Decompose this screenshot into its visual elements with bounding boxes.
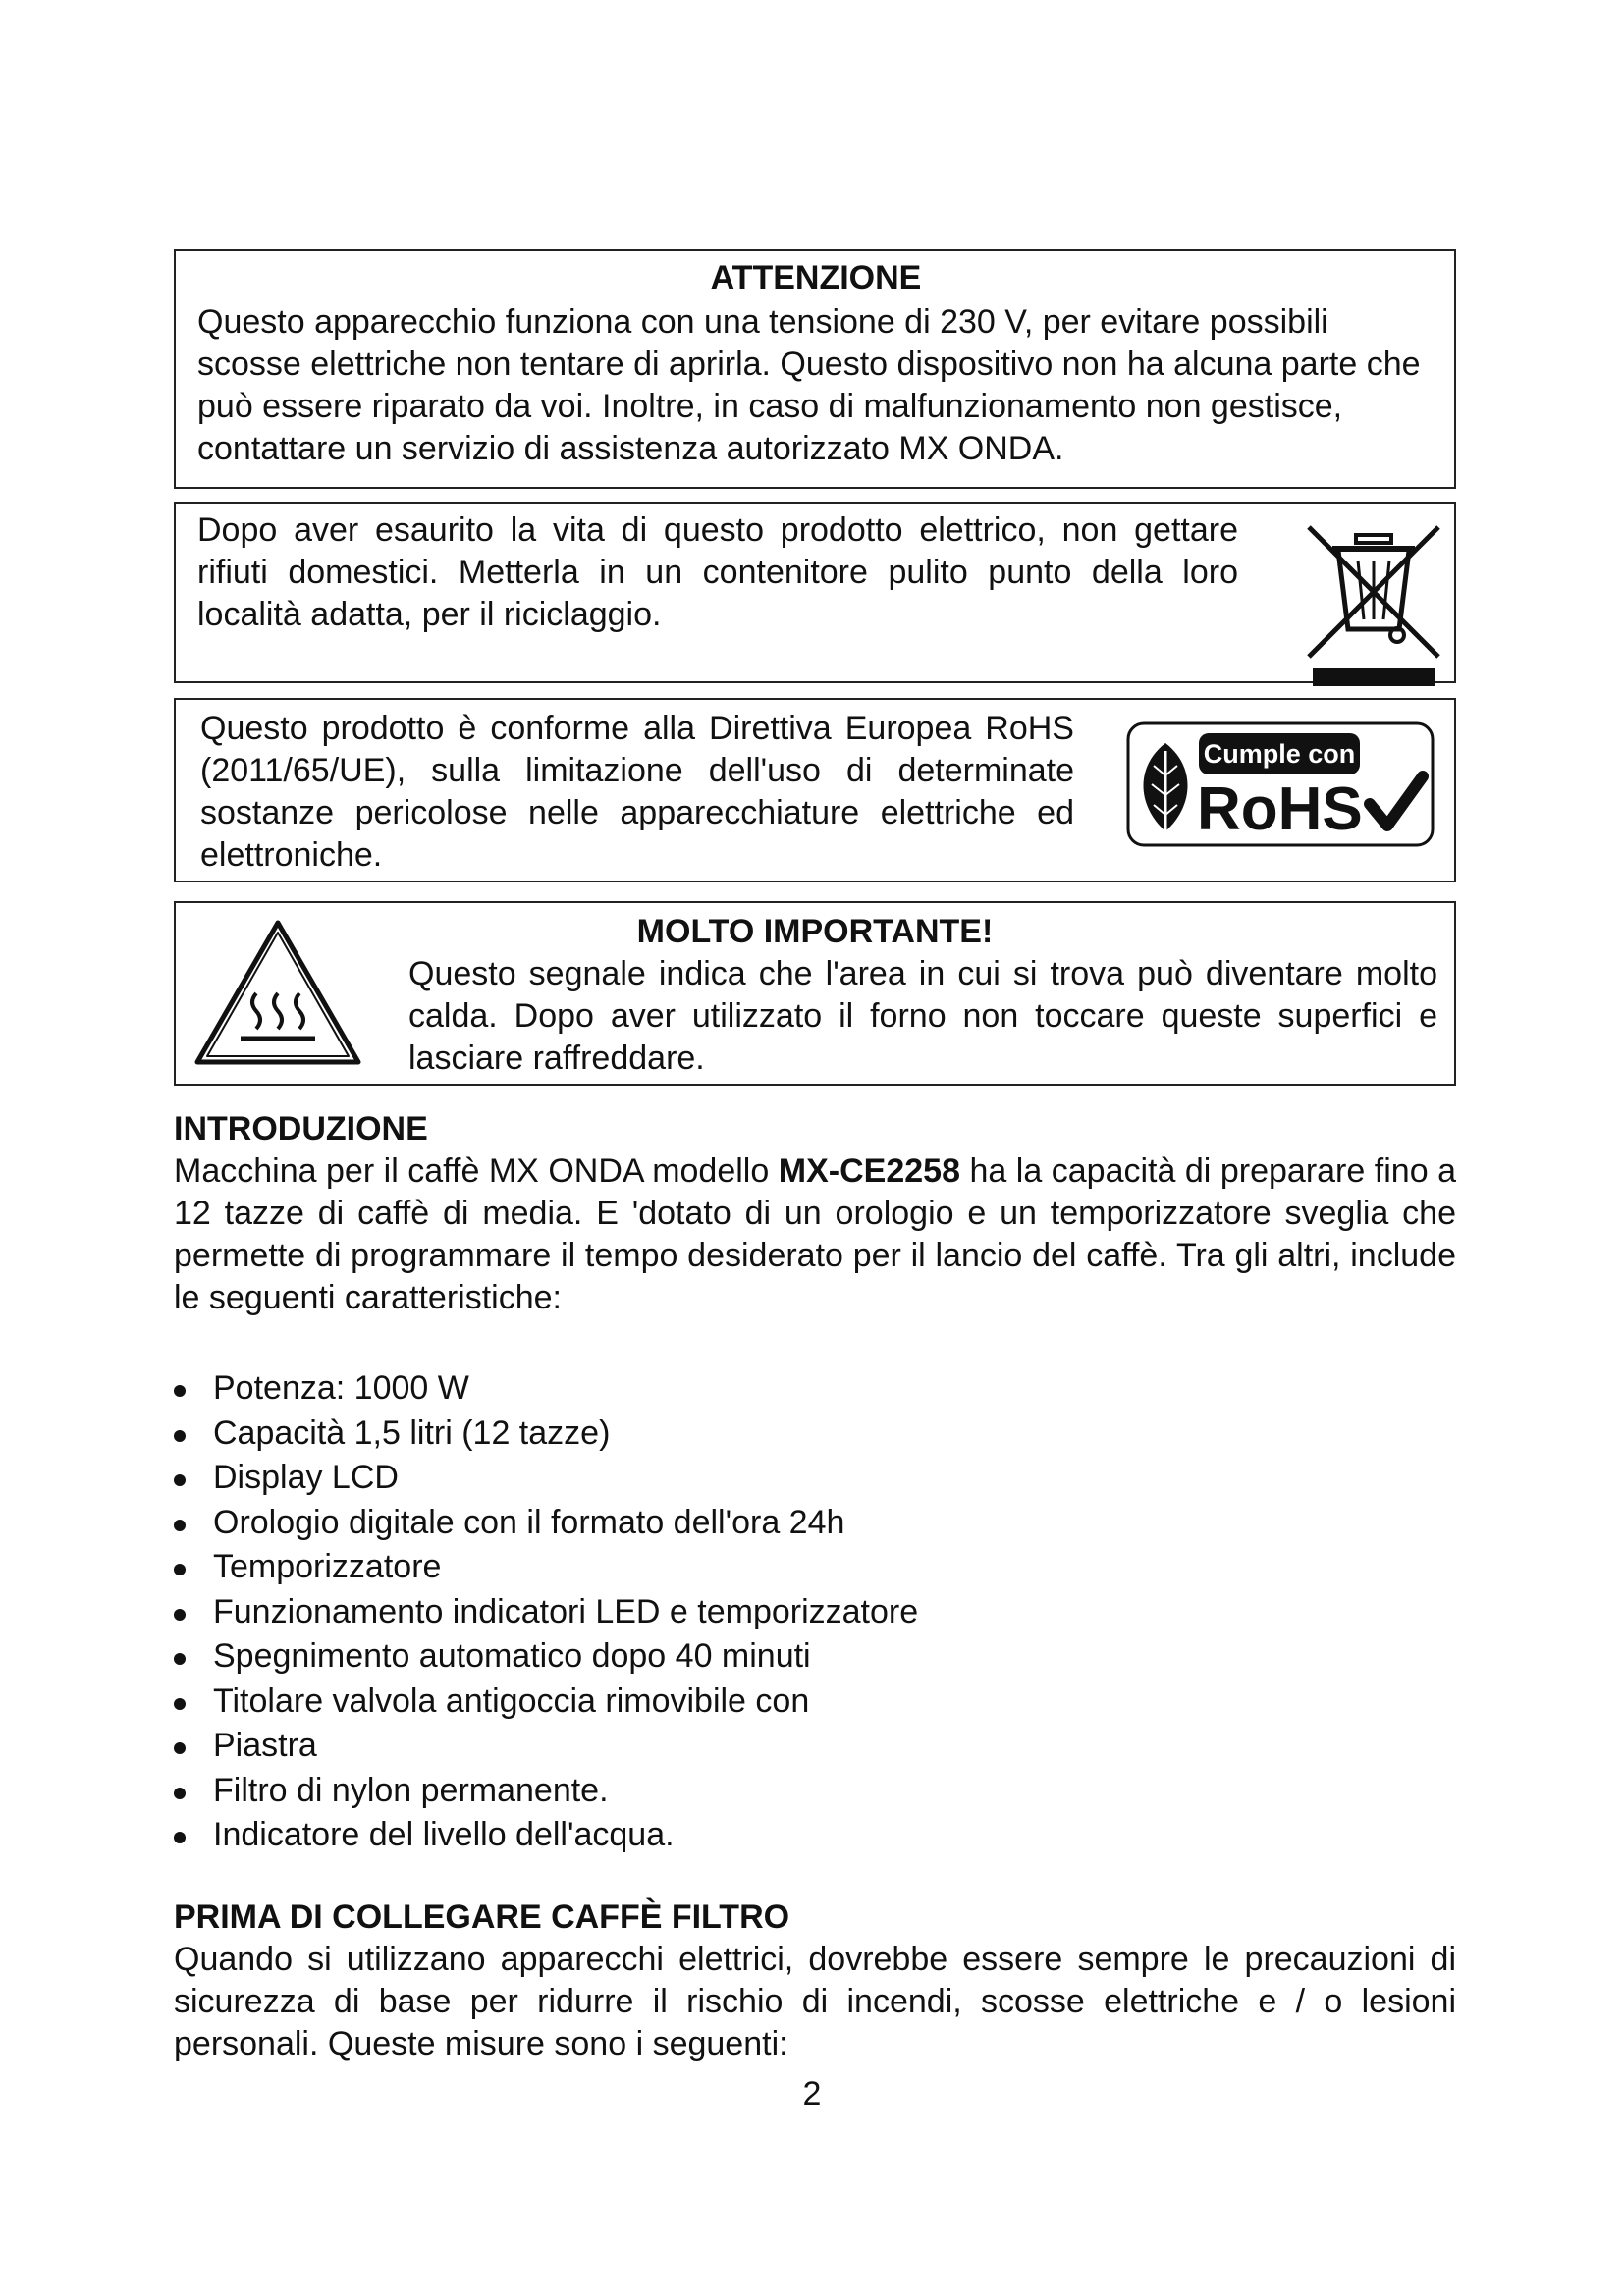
importante-title: MOLTO IMPORTANTE! [636,913,994,950]
intro-body-part2: ha la capacità di preparare fino a 12 tazze di caffè di media. E 'dotato di un orologio e un temporizzatore sveglia che permette di programmare il tempo desiderato per il lancio del caffè. Tra gli altri, include le seguenti caratteristiche: [174,1152,1457,1316]
weee-box [174,502,1456,683]
list-item: Titolare valvola antigoccia rimovibile con [174,1680,1456,1725]
attenzione-body: Questo apparecchio funziona con una tensione di 230 V, per evitare possibili scosse elettriche non tentare di aprirla. Questo dispositivo non ha alcuna parte che può essere riparato da voi. Inoltre, in caso di malfunzionamento non gestisce, contattare un servizio di assistenza autorizzato MX ONDA. [197,303,1421,467]
list-item: Temporizzatore [174,1545,1456,1590]
importante-box [174,901,1456,1086]
attenzione-title: ATTENZIONE [710,259,922,296]
list-item: Funzionamento indicatori LED e temporizzatore [174,1590,1456,1635]
attenzione-box [174,249,1456,489]
intro-body-part1: Macchina per il caffè MX ONDA modello [174,1152,779,1190]
prima-heading: PRIMA DI COLLEGARE CAFFÈ FILTRO [174,1898,790,1936]
intro-body [174,1150,1456,1319]
list-item: Indicatore del livello dell'acqua. [174,1813,1456,1858]
list-item: Orologio digitale con il formato dell'ora 24h [174,1501,1456,1546]
list-item: Spegnimento automatico dopo 40 minuti [174,1634,1456,1680]
features-list [174,1366,1456,1858]
list-item: Potenza: 1000 W [174,1366,1456,1412]
rohs-logo-badge-text: Cumple con [1203,739,1356,769]
weee-body: Dopo aver esaurito la vita di questo prodotto elettrico, non gettare rifiuti domestici. Metterla in un contenitore pulito punto della loro località adatta, per il riciclaggio. [197,511,1238,633]
list-item: Piastra [174,1724,1456,1769]
intro-heading: INTRODUZIONE [174,1110,428,1148]
list-item: Display LCD [174,1456,1456,1501]
list-item: Filtro di nylon permanente. [174,1769,1456,1814]
list-item: Capacità 1,5 litri (12 tazze) [174,1412,1456,1457]
rohs-compliance-logo [1126,721,1435,847]
page-number: 2 [802,2075,822,2112]
rohs-box [174,698,1456,882]
rohs-body: Questo prodotto è conforme alla Direttiva Europea RoHS (2011/65/UE), sulla limitazione dell'uso di determinate sostanze pericolose nelle apparecchiature elettriche ed elettroniche. [200,710,1074,874]
importante-body: Questo segnale indica che l'area in cui si trova può diventare molto calda. Dopo aver utilizzato il forno non toccare queste superfici e lasciare raffreddare. [408,955,1437,1077]
rohs-logo-text: RoHS [1197,775,1363,843]
intro-model: MX-CE2258 [778,1152,960,1190]
crossed-out-bin-icon [1295,521,1452,688]
prima-body: Quando si utilizzano apparecchi elettrici, dovrebbe essere sempre le precauzioni di sicurezza di base per ridurre il rischio di incendi, scosse elettriche e / o lesioni personali. Queste misure sono i seguenti: [174,1941,1456,2062]
